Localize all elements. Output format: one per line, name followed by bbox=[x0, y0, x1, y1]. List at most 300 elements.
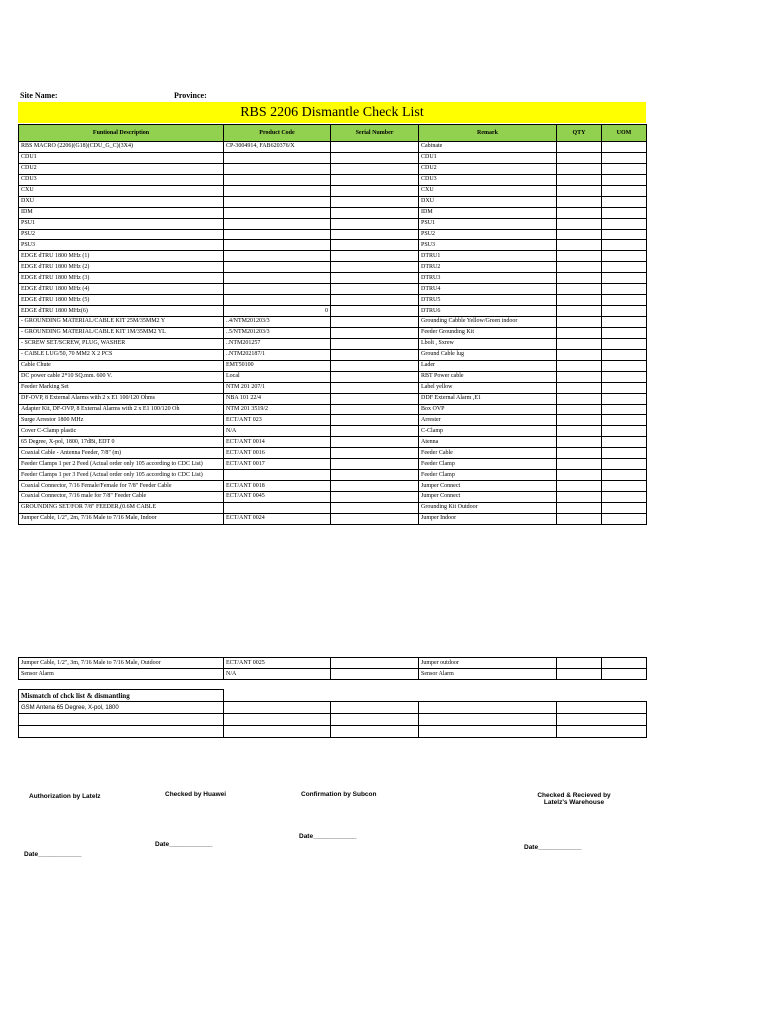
column-header-qty: QTY bbox=[557, 125, 602, 142]
table-row bbox=[19, 382, 647, 393]
item-remark: Sensor Alarm bbox=[419, 669, 557, 680]
table-row bbox=[19, 273, 647, 284]
item-serial-number[interactable] bbox=[331, 152, 419, 163]
item-uom[interactable] bbox=[602, 196, 647, 207]
item-product-code: NTM 201 207/1 bbox=[224, 382, 331, 393]
item-qty[interactable] bbox=[557, 658, 602, 669]
item-serial-number[interactable] bbox=[331, 174, 419, 185]
column-header-serial-number: Serial Number bbox=[331, 125, 419, 142]
item-product-code bbox=[224, 284, 331, 295]
table-row bbox=[19, 448, 647, 459]
table-row bbox=[19, 492, 647, 503]
item-remark: Cabinate bbox=[419, 142, 557, 153]
item-qty[interactable] bbox=[557, 513, 602, 524]
item-qty[interactable] bbox=[557, 152, 602, 163]
item-serial-number[interactable] bbox=[331, 142, 419, 153]
item-description: EDGE dTRU 1800 MHz(6) bbox=[19, 306, 224, 317]
item-description: Cover C-Clamp plastic bbox=[19, 426, 224, 437]
item-description: CDU3 bbox=[19, 174, 224, 185]
table-row bbox=[19, 481, 647, 492]
item-remark: DDF External Alarm ,E1 bbox=[419, 393, 557, 404]
item-serial-number[interactable] bbox=[331, 262, 419, 273]
item-remark: Jumper outdoor bbox=[419, 658, 557, 669]
item-description: Jumper Cable, 1/2", 2m, 7/16 Male to 7/16 Male, Indoor bbox=[19, 513, 224, 524]
item-serial-number[interactable] bbox=[331, 371, 419, 382]
table-row bbox=[19, 196, 647, 207]
item-remark: Feeder Grounding Kit bbox=[419, 327, 557, 338]
item-description: PSU2 bbox=[19, 229, 224, 240]
item-remark: PSU2 bbox=[419, 229, 557, 240]
mismatch-row bbox=[19, 726, 647, 738]
item-qty[interactable] bbox=[557, 437, 602, 448]
item-remark: Feeder Clamp bbox=[419, 459, 557, 470]
column-header-product-code: Product Code bbox=[224, 125, 331, 142]
item-description: PSU1 bbox=[19, 218, 224, 229]
item-serial-number[interactable] bbox=[331, 492, 419, 503]
item-uom[interactable] bbox=[602, 669, 647, 680]
checklist-table bbox=[18, 124, 647, 525]
item-qty[interactable] bbox=[557, 327, 602, 338]
item-description: Feeder Clamps 1 per 3 Feed (Actual order only 105 according to CDC List) bbox=[19, 470, 224, 481]
mismatch-cell[interactable] bbox=[557, 702, 647, 714]
item-uom[interactable] bbox=[602, 459, 647, 470]
item-remark: Lader bbox=[419, 360, 557, 371]
item-serial-number[interactable] bbox=[331, 338, 419, 349]
site-name-label: Site Name: bbox=[20, 91, 58, 100]
date-field-huawei[interactable]: Date____________ bbox=[155, 841, 213, 848]
item-serial-number[interactable] bbox=[331, 481, 419, 492]
mismatch-title-row bbox=[19, 690, 647, 702]
item-remark: Jumper Connect bbox=[419, 481, 557, 492]
table-row bbox=[19, 349, 647, 360]
item-uom[interactable] bbox=[602, 360, 647, 371]
table-row bbox=[19, 240, 647, 251]
item-uom[interactable] bbox=[602, 207, 647, 218]
table-row bbox=[19, 327, 647, 338]
item-uom[interactable] bbox=[602, 295, 647, 306]
item-serial-number[interactable] bbox=[331, 327, 419, 338]
table-row bbox=[19, 174, 647, 185]
item-uom[interactable] bbox=[602, 152, 647, 163]
item-product-code bbox=[224, 196, 331, 207]
date-field-warehouse[interactable]: Date____________ bbox=[524, 844, 582, 851]
item-remark: Box OVP bbox=[419, 404, 557, 415]
item-product-code: 0 bbox=[224, 306, 331, 317]
table-row bbox=[19, 207, 647, 218]
item-description: Jumper Cable, 1/2", 3m, 7/16 Male to 7/16 Male, Outdoor bbox=[19, 658, 224, 669]
table-row bbox=[19, 658, 647, 669]
item-serial-number[interactable] bbox=[331, 502, 419, 513]
item-product-code: ..5/NTM201203/3 bbox=[224, 327, 331, 338]
item-remark: Ground Cable lug bbox=[419, 349, 557, 360]
date-field-subcon[interactable]: Date____________ bbox=[299, 833, 357, 840]
item-remark: Arrester bbox=[419, 415, 557, 426]
table-row bbox=[19, 360, 647, 371]
item-serial-number[interactable] bbox=[331, 251, 419, 262]
mismatch-row bbox=[19, 702, 647, 714]
mismatch-table bbox=[18, 689, 647, 738]
item-qty[interactable] bbox=[557, 174, 602, 185]
item-remark: Jumper Indoor bbox=[419, 513, 557, 524]
item-serial-number[interactable] bbox=[331, 470, 419, 481]
item-uom[interactable] bbox=[602, 284, 647, 295]
item-uom[interactable] bbox=[602, 470, 647, 481]
item-serial-number[interactable] bbox=[331, 360, 419, 371]
item-serial-number[interactable] bbox=[331, 404, 419, 415]
item-description: Sensor Alarm bbox=[19, 669, 224, 680]
item-serial-number[interactable] bbox=[331, 207, 419, 218]
item-description: GROUNDING SET/FOR 7/8" FEEDER,(0.6M CABLE bbox=[19, 502, 224, 513]
item-product-code: N/A bbox=[224, 669, 331, 680]
item-description: - GROUNDING MATERIAL/CABLE KIT 1M/35MM2 YL bbox=[19, 327, 224, 338]
checklist-table-continued bbox=[18, 657, 647, 680]
item-uom[interactable] bbox=[602, 448, 647, 459]
mismatch-row bbox=[19, 714, 647, 726]
item-qty[interactable] bbox=[557, 229, 602, 240]
item-uom[interactable] bbox=[602, 327, 647, 338]
item-qty[interactable] bbox=[557, 218, 602, 229]
item-serial-number[interactable] bbox=[331, 393, 419, 404]
table-row bbox=[19, 338, 647, 349]
item-remark: RBT Power cable bbox=[419, 371, 557, 382]
item-uom[interactable] bbox=[602, 174, 647, 185]
item-serial-number[interactable] bbox=[331, 669, 419, 680]
table-row bbox=[19, 306, 647, 317]
mismatch-cell[interactable] bbox=[557, 726, 647, 738]
item-qty[interactable] bbox=[557, 284, 602, 295]
item-description: Coaxial Connector, 7/16 male for 7/8" Feeder Cable bbox=[19, 492, 224, 503]
item-uom[interactable] bbox=[602, 382, 647, 393]
mismatch-cell[interactable] bbox=[419, 714, 557, 726]
table-row bbox=[19, 669, 647, 680]
item-qty[interactable] bbox=[557, 338, 602, 349]
item-serial-number[interactable] bbox=[331, 295, 419, 306]
item-description: CDU1 bbox=[19, 152, 224, 163]
item-uom[interactable] bbox=[602, 218, 647, 229]
mismatch-cell[interactable] bbox=[331, 726, 419, 738]
item-remark: DXU bbox=[419, 196, 557, 207]
item-remark: Grounding Cabble Yellow/Green indoor bbox=[419, 317, 557, 328]
item-description: PSU3 bbox=[19, 240, 224, 251]
table-row bbox=[19, 163, 647, 174]
item-product-code: ..4/NTM201203/3 bbox=[224, 317, 331, 328]
warehouse-label-line-1: Checked & Recieved by bbox=[537, 792, 611, 799]
item-product-code: ECT/ANT 0024 bbox=[224, 513, 331, 524]
item-uom[interactable] bbox=[602, 658, 647, 669]
item-uom[interactable] bbox=[602, 185, 647, 196]
item-product-code bbox=[224, 502, 331, 513]
item-product-code bbox=[224, 185, 331, 196]
item-qty[interactable] bbox=[557, 251, 602, 262]
item-qty[interactable] bbox=[557, 185, 602, 196]
item-product-code: ECT/ANT 0018 bbox=[224, 481, 331, 492]
item-uom[interactable] bbox=[602, 317, 647, 328]
item-qty[interactable] bbox=[557, 382, 602, 393]
item-serial-number[interactable] bbox=[331, 415, 419, 426]
item-serial-number[interactable] bbox=[331, 284, 419, 295]
item-remark: CDU1 bbox=[419, 152, 557, 163]
item-serial-number[interactable] bbox=[331, 163, 419, 174]
item-description: EDGE dTRU 1800 MHz (5) bbox=[19, 295, 224, 306]
item-description: Adapter Kit, DF-OVP, 8 External Alarms with 2 x E1 100/120 Oh bbox=[19, 404, 224, 415]
column-header-description: Funtional Description bbox=[19, 125, 224, 142]
table-row bbox=[19, 295, 647, 306]
item-description: DF-OVP, 8 External Alarms with 2 x E1 100/120 Ohms bbox=[19, 393, 224, 404]
warehouse-label-line-2: Latelz's Warehouse bbox=[543, 799, 605, 806]
item-qty[interactable] bbox=[557, 502, 602, 513]
item-qty[interactable] bbox=[557, 196, 602, 207]
item-description: Cable Chute bbox=[19, 360, 224, 371]
item-product-code: ECT/ANT 023 bbox=[224, 415, 331, 426]
item-remark: CDU3 bbox=[419, 174, 557, 185]
column-header-remark: Remark bbox=[419, 125, 557, 142]
item-serial-number[interactable] bbox=[331, 513, 419, 524]
item-uom[interactable] bbox=[602, 273, 647, 284]
item-uom[interactable] bbox=[602, 404, 647, 415]
item-product-code bbox=[224, 240, 331, 251]
item-serial-number[interactable] bbox=[331, 218, 419, 229]
item-description: - GROUNDING MATERIAL/CABLE KIT 25M/35MM2 Y bbox=[19, 317, 224, 328]
item-remark: DTRU4 bbox=[419, 284, 557, 295]
table-row bbox=[19, 284, 647, 295]
table-row bbox=[19, 317, 647, 328]
table-row bbox=[19, 404, 647, 415]
table-row bbox=[19, 513, 647, 524]
item-description: EDGE dTRU 1800 MHz (4) bbox=[19, 284, 224, 295]
item-uom[interactable] bbox=[602, 492, 647, 503]
item-serial-number[interactable] bbox=[331, 185, 419, 196]
item-remark: Label yellow bbox=[419, 382, 557, 393]
item-description: EDGE dTRU 1800 MHz (1) bbox=[19, 251, 224, 262]
item-remark: Jumper Connect bbox=[419, 492, 557, 503]
mismatch-cell[interactable] bbox=[419, 702, 557, 714]
table-row bbox=[19, 426, 647, 437]
item-remark: Feeder Cable bbox=[419, 448, 557, 459]
item-product-code bbox=[224, 152, 331, 163]
item-qty[interactable] bbox=[557, 273, 602, 284]
item-product-code: ECT/ANT 0017 bbox=[224, 459, 331, 470]
item-remark: Feeder Clamp bbox=[419, 470, 557, 481]
item-product-code: NTM 201 3519/2 bbox=[224, 404, 331, 415]
item-qty[interactable] bbox=[557, 295, 602, 306]
item-description: Feeder Marking Set bbox=[19, 382, 224, 393]
item-serial-number[interactable] bbox=[331, 437, 419, 448]
item-product-code bbox=[224, 174, 331, 185]
item-serial-number[interactable] bbox=[331, 658, 419, 669]
item-remark: PSU3 bbox=[419, 240, 557, 251]
item-qty[interactable] bbox=[557, 669, 602, 680]
item-remark: DTRU2 bbox=[419, 262, 557, 273]
item-serial-number[interactable] bbox=[331, 306, 419, 317]
item-qty[interactable] bbox=[557, 349, 602, 360]
page-title: RBS 2206 Dismantle Check List bbox=[18, 102, 646, 123]
item-remark: IDM bbox=[419, 207, 557, 218]
warehouse-signature-label bbox=[524, 792, 624, 806]
table-row bbox=[19, 437, 647, 448]
table-row bbox=[19, 229, 647, 240]
item-qty[interactable] bbox=[557, 393, 602, 404]
item-uom[interactable] bbox=[602, 142, 647, 153]
item-serial-number[interactable] bbox=[331, 448, 419, 459]
item-qty[interactable] bbox=[557, 163, 602, 174]
item-remark: Lbolt , Sxrew bbox=[419, 338, 557, 349]
item-product-code bbox=[224, 295, 331, 306]
item-qty[interactable] bbox=[557, 470, 602, 481]
mismatch-cell[interactable] bbox=[419, 726, 557, 738]
item-product-code bbox=[224, 262, 331, 273]
item-qty[interactable] bbox=[557, 207, 602, 218]
table-row bbox=[19, 152, 647, 163]
item-description: EDGE dTRU 1800 MHz (2) bbox=[19, 262, 224, 273]
item-qty[interactable] bbox=[557, 492, 602, 503]
item-remark: Atenna bbox=[419, 437, 557, 448]
item-product-code bbox=[224, 470, 331, 481]
item-product-code: ECT/ANT 0025 bbox=[224, 658, 331, 669]
item-uom[interactable] bbox=[602, 306, 647, 317]
item-uom[interactable] bbox=[602, 240, 647, 251]
subcon-signature-label: Confirmation by Subcon bbox=[301, 791, 377, 798]
column-header-uom: UOM bbox=[602, 125, 647, 142]
item-remark: CDU2 bbox=[419, 163, 557, 174]
item-serial-number[interactable] bbox=[331, 273, 419, 284]
mismatch-cell[interactable] bbox=[224, 726, 331, 738]
item-qty[interactable] bbox=[557, 240, 602, 251]
item-serial-number[interactable] bbox=[331, 317, 419, 328]
mismatch-item: GSM Antena 65 Degree, X-pol, 1800 bbox=[19, 702, 224, 714]
table-row bbox=[19, 142, 647, 153]
item-uom[interactable] bbox=[602, 349, 647, 360]
item-product-code: NBA 101 22/4 bbox=[224, 393, 331, 404]
mismatch-cell[interactable] bbox=[331, 714, 419, 726]
table-row bbox=[19, 470, 647, 481]
item-product-code bbox=[224, 273, 331, 284]
item-qty[interactable] bbox=[557, 142, 602, 153]
item-remark: DTRU1 bbox=[419, 251, 557, 262]
item-uom[interactable] bbox=[602, 415, 647, 426]
item-serial-number[interactable] bbox=[331, 240, 419, 251]
item-serial-number[interactable] bbox=[331, 459, 419, 470]
item-product-code: EMT50100 bbox=[224, 360, 331, 371]
item-qty[interactable] bbox=[557, 481, 602, 492]
item-uom[interactable] bbox=[602, 393, 647, 404]
item-uom[interactable] bbox=[602, 426, 647, 437]
item-remark: CXU bbox=[419, 185, 557, 196]
province-label: Province: bbox=[174, 91, 207, 100]
item-product-code: Local bbox=[224, 371, 331, 382]
item-uom[interactable] bbox=[602, 513, 647, 524]
item-remark: DTRU3 bbox=[419, 273, 557, 284]
item-qty[interactable] bbox=[557, 404, 602, 415]
table-header-row bbox=[19, 125, 647, 142]
item-serial-number[interactable] bbox=[331, 382, 419, 393]
mismatch-cell[interactable] bbox=[224, 714, 331, 726]
item-remark: DTRU6 bbox=[419, 306, 557, 317]
item-qty[interactable] bbox=[557, 415, 602, 426]
item-qty[interactable] bbox=[557, 448, 602, 459]
item-description: RBS MACRO (2206)(G18)(CDU_G_C)(3X4) bbox=[19, 142, 224, 153]
item-product-code: ECT/ANT 0045 bbox=[224, 492, 331, 503]
mismatch-cell[interactable] bbox=[224, 702, 331, 714]
authorization-signature-label: Authorization by Latelz bbox=[29, 793, 101, 800]
item-product-code: ..NTM201257 bbox=[224, 338, 331, 349]
mismatch-title: Mismatch of chck list & dismantling bbox=[19, 690, 224, 702]
item-remark: PSU1 bbox=[419, 218, 557, 229]
table-row bbox=[19, 502, 647, 513]
item-uom[interactable] bbox=[602, 262, 647, 273]
item-description: EDGE dTRU 1800 MHz (3) bbox=[19, 273, 224, 284]
item-description: Feeder Clamps 1 per 2 Feed (Actual order only 105 according to CDC List) bbox=[19, 459, 224, 470]
table-row bbox=[19, 393, 647, 404]
item-description: CXU bbox=[19, 185, 224, 196]
item-qty[interactable] bbox=[557, 360, 602, 371]
item-uom[interactable] bbox=[602, 251, 647, 262]
mismatch-cell[interactable] bbox=[19, 714, 224, 726]
item-description: Surge Arrestor 1800 MHz bbox=[19, 415, 224, 426]
item-remark: C-Clamp bbox=[419, 426, 557, 437]
item-uom[interactable] bbox=[602, 437, 647, 448]
item-product-code: ECT/ANT 0014 bbox=[224, 437, 331, 448]
item-description: CDU2 bbox=[19, 163, 224, 174]
item-product-code: ECT/ANT 0016 bbox=[224, 448, 331, 459]
item-description: DC power cable 2*10 SQ.mm. 600 V. bbox=[19, 371, 224, 382]
item-uom[interactable] bbox=[602, 502, 647, 513]
item-product-code bbox=[224, 251, 331, 262]
mismatch-cell[interactable] bbox=[19, 726, 224, 738]
item-uom[interactable] bbox=[602, 338, 647, 349]
table-row bbox=[19, 262, 647, 273]
item-description: IDM bbox=[19, 207, 224, 218]
item-product-code: ..NTM202187/1 bbox=[224, 349, 331, 360]
item-serial-number[interactable] bbox=[331, 349, 419, 360]
item-qty[interactable] bbox=[557, 371, 602, 382]
table-row bbox=[19, 371, 647, 382]
item-description: DXU bbox=[19, 196, 224, 207]
item-qty[interactable] bbox=[557, 317, 602, 328]
item-qty[interactable] bbox=[557, 262, 602, 273]
mismatch-cell[interactable] bbox=[331, 702, 419, 714]
item-remark: DTRU5 bbox=[419, 295, 557, 306]
item-qty[interactable] bbox=[557, 459, 602, 470]
date-field-authorization[interactable]: Date____________ bbox=[24, 851, 82, 858]
item-description: Coaxial Cable - Antenna Feeder, 7/8" (m) bbox=[19, 448, 224, 459]
item-uom[interactable] bbox=[602, 163, 647, 174]
item-serial-number[interactable] bbox=[331, 426, 419, 437]
item-qty[interactable] bbox=[557, 426, 602, 437]
item-product-code: CP-3004914, FAB620376/X bbox=[224, 142, 331, 153]
item-remark: Grounding Kit Outdoor bbox=[419, 502, 557, 513]
item-description: - SCREW SET/SCREW, PLUG, WASHER bbox=[19, 338, 224, 349]
item-serial-number[interactable] bbox=[331, 196, 419, 207]
item-serial-number[interactable] bbox=[331, 229, 419, 240]
huawei-signature-label: Checked by Huawei bbox=[165, 791, 227, 798]
table-row bbox=[19, 459, 647, 470]
item-qty[interactable] bbox=[557, 306, 602, 317]
item-uom[interactable] bbox=[602, 371, 647, 382]
item-description: 65 Degree, X-pol, 1800, 17dBi, EDT 0 bbox=[19, 437, 224, 448]
item-uom[interactable] bbox=[602, 481, 647, 492]
table-row bbox=[19, 415, 647, 426]
item-product-code bbox=[224, 163, 331, 174]
table-row bbox=[19, 185, 647, 196]
item-description: Coaxial Connector, 7/16 Female/Female for 7/8" Feeder Cable bbox=[19, 481, 224, 492]
table-row bbox=[19, 251, 647, 262]
item-uom[interactable] bbox=[602, 229, 647, 240]
item-description: - CABLE LUG/50, 70 MM2 X 2 PCS bbox=[19, 349, 224, 360]
item-product-code bbox=[224, 218, 331, 229]
mismatch-cell[interactable] bbox=[557, 714, 647, 726]
item-product-code bbox=[224, 207, 331, 218]
table-row bbox=[19, 218, 647, 229]
